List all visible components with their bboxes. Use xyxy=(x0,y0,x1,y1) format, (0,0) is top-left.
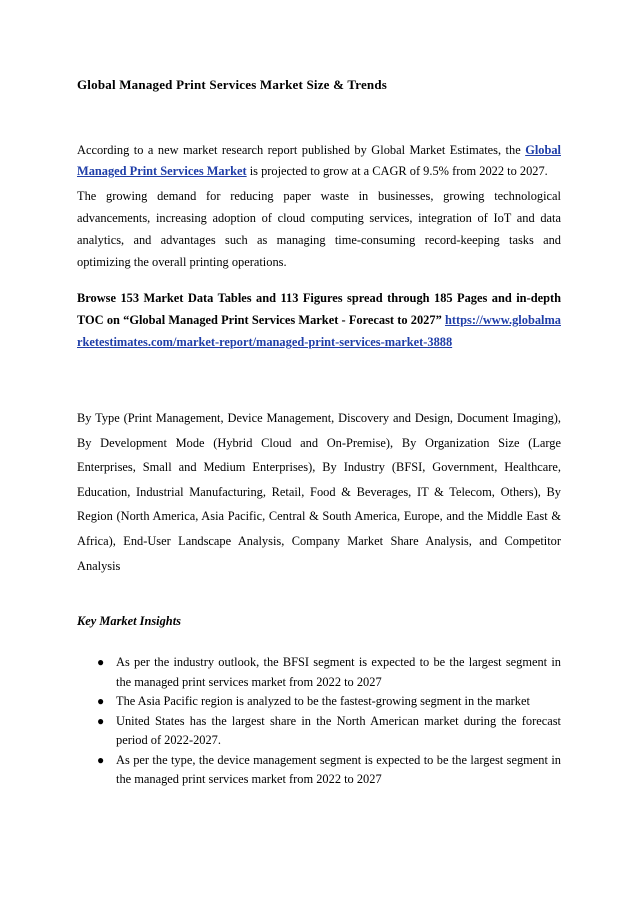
list-item xyxy=(77,692,561,712)
bullet-icon: ● xyxy=(97,752,105,767)
list-item xyxy=(77,653,561,692)
list-item xyxy=(77,712,561,751)
list-item-text: As per the industry outlook, the BFSI segment is expected to be the largest segment in the managed print services market from 2022 to 2027 xyxy=(116,655,561,689)
browse-paragraph xyxy=(77,287,561,353)
list-item xyxy=(77,751,561,790)
key-insights-heading: Key Market Insights xyxy=(77,614,181,628)
list-item-text: United States has the largest share in the North American market during the forecast period of 2022-2027. xyxy=(116,713,561,747)
page-title: Global Managed Print Services Market Size & Trends xyxy=(77,77,388,92)
market-link[interactable]: Global Managed Print Services Market xyxy=(77,143,561,178)
segmentation-paragraph: By Type (Print Management, Device Management, Discovery and Design, Document Imaging), By Development Mode (Hybrid Cloud and On-Premise), By Organization Size (Large Enterprises, Small and Medium Enterprises), By Industry (BFSI, Government, Healthcare, Education, Industrial Manufacturing, Retail, Food & Beverages, IT & Telecom, Others), By Region (North America, Asia Pacific, Central & South America, Europe, and the Middle East & Africa), End-User Landscape Analysis, Company Market Share Analysis, and Competitor Analysis xyxy=(77,411,561,573)
bullet-icon: ● xyxy=(97,655,105,669)
bullet-icon: ● xyxy=(97,694,105,708)
intro-text-before: According to a new market research report published by Global Market Estimates, the xyxy=(77,143,526,157)
bullet-icon: ● xyxy=(97,713,105,728)
list-item-text: As per the type, the device management segment is expected to be the largest segment in the managed print services market from 2022 to 2027 xyxy=(116,752,561,786)
browse-text: Browse 153 Market Data Tables and 113 Figures spread through 185 Pages and in-depth TOC on “Global Managed Print Services Market - Forecast to 2027” xyxy=(77,291,561,327)
intro-text-after: is projected to grow at a CAGR of 9.5% from 2022 to 2027. xyxy=(246,164,548,178)
report-url-link[interactable]: https://www.globalmarketestimates.com/market-report/managed-print-services-market-3888 xyxy=(77,313,561,349)
insights-list xyxy=(77,653,561,790)
drivers-paragraph: The growing demand for reducing paper waste in businesses, growing technological advancements, increasing adoption of cloud computing services, integration of IoT and data analytics, and advantages such as managing time-consuming record-keeping tasks and optimizing the overall printing operations. xyxy=(77,189,561,269)
list-item-text: The Asia Pacific region is analyzed to be the fastest-growing segment in the market xyxy=(116,694,530,708)
intro-paragraph xyxy=(77,140,561,182)
